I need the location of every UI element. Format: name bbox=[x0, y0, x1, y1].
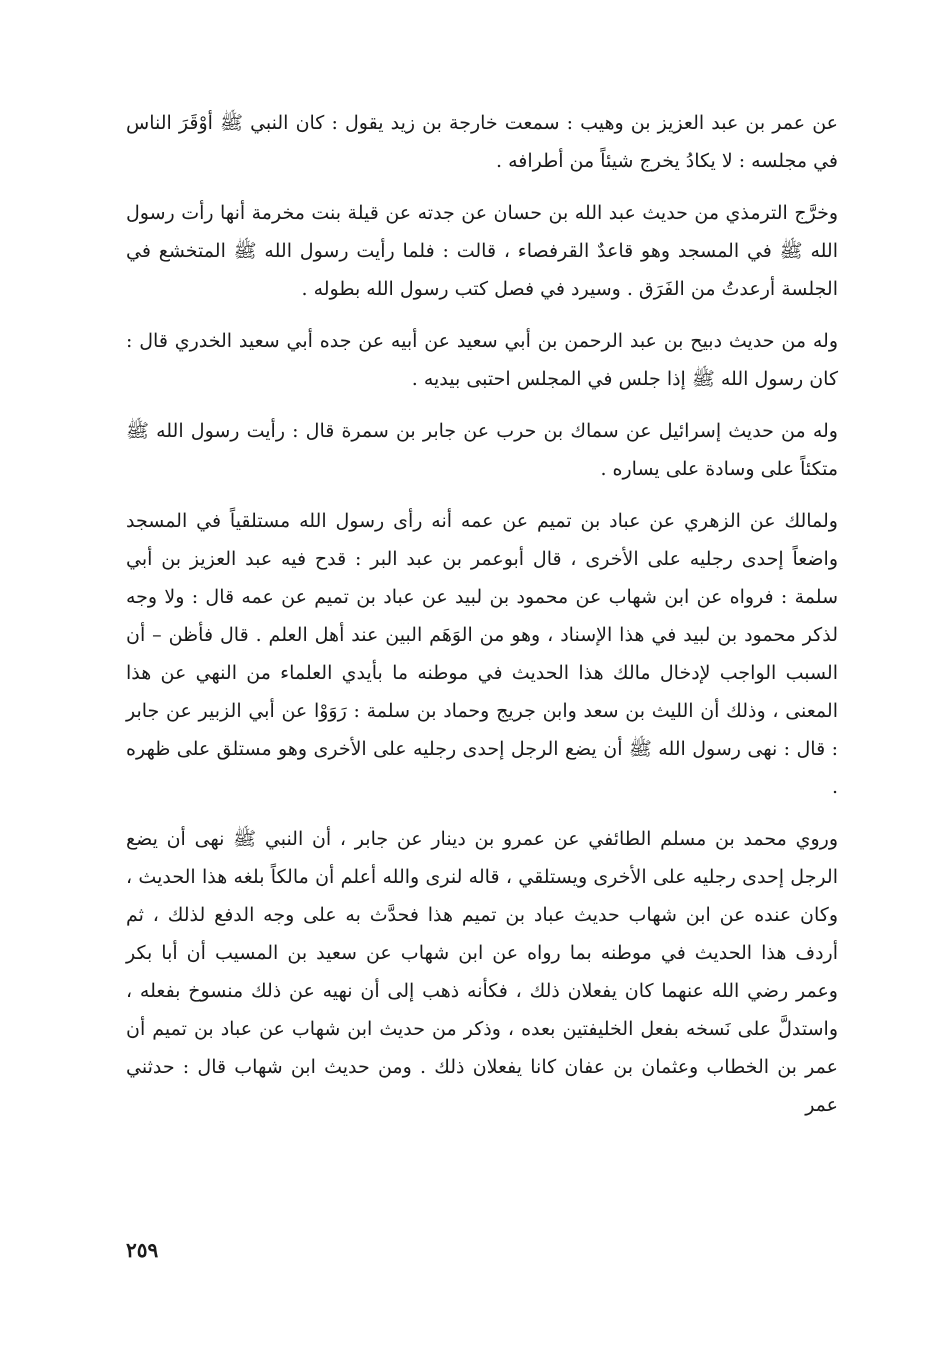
paragraph-3: وله من حديث دبيح بن عبد الرحمن بن أبي سعيد عن أبيه عن جده أبي سعيد الخدري قال : كان رسول الله ﷺ إذا جلس في المجلس احتبى بيديه . bbox=[126, 330, 838, 390]
paragraph-5: ولمالك عن الزهري عن عباد بن تميم عن عمه أنه رأى رسول الله مستلقياً في المسجد واضعاً إحدى رجليه على الأخرى ، قال أبوعمر بن عبد البر : قدح فيه عبد العزيز بن أبي سلمة : فرواه عن ابن شهاب عن محمود بن لبيد عن عباد بن تميم عن عمه قال : ولا وجه لذكر محمود بن لبيد في هذا الإسناد ، وهو من الوَهَم البين عند أهل العلم . قال فأظن – أن السبب الواجب لإدخال مالك هذا الحديث في موطنه ما بأيدي العلماء من النهي عن هذا المعنى ، وذلك أن الليث بن سعد وابن جريج وحماد بن سلمة : رَوَوْا عن أبي الزبير عن جابر : قال : نهى رسول الله ﷺ أن يضع الرجل إحدى رجليه على الأخرى وهو مستلق على ظهره . bbox=[126, 510, 838, 798]
paragraph-6: وروي محمد بن مسلم الطائفي عن عمرو بن دينار عن جابر ، أن النبي ﷺ نهى أن يضع الرجل إحدى رجليه على الأخرى ويستلقي ، قاله لنرى والله أعلم أن مالكاً بلغه هذا الحديث ، وكان عنده عن ابن شهاب حديث عباد بن تميم هذا فحدَّث به على وجه الدفع لذلك ، ثم أردف هذا الحديث في موطنه بما رواه عن ابن شهاب عن سعيد بن المسيب أن أبا بكر وعمر رضي الله عنهما كان يفعلان ذلك ، فكأنه ذهب إلى أن نهيه عن ذلك منسوخ بفعله ، واستدلَّ على نَسخه بفعل الخليفتين بعده ، وذكر من حديث ابن شهاب عن عباد بن تميم أن عمر بن الخطاب وعثمان بن عفان كانا يفعلان ذلك . ومن حديث ابن شهاب قال : حدثني عمر bbox=[126, 828, 838, 1116]
paragraph-2: وخرَّج الترمذي من حديث عبد الله بن حسان عن جدته عن قيلة بنت مخرمة أنها رأت رسول الله ﷺ في المسجد وهو قاعدٌ القرفصاء ، قالت : فلما رأيت رسول الله ﷺ المتخشع في الجلسة أرعدتُ من الفَرَق . وسيرد في فصل كتب رسول الله بطوله . bbox=[126, 202, 838, 300]
paragraph-1: عن عمر بن عبد العزيز بن وهيب : سمعت خارجة بن زيد يقول : كان النبي ﷺ أوْقَرَ الناس في مجلسه : لا يكادُ يخرج شيئاً من أطرافه . bbox=[126, 112, 838, 172]
paragraph-4: وله من حديث إسرائيل عن سماك بن حرب عن جابر بن سمرة قال : رأيت رسول الله ﷺ متكئاً على وسادة على يساره . bbox=[126, 420, 838, 480]
page-body bbox=[126, 104, 838, 1138]
page-number: ٢٥٩ bbox=[126, 1238, 159, 1262]
